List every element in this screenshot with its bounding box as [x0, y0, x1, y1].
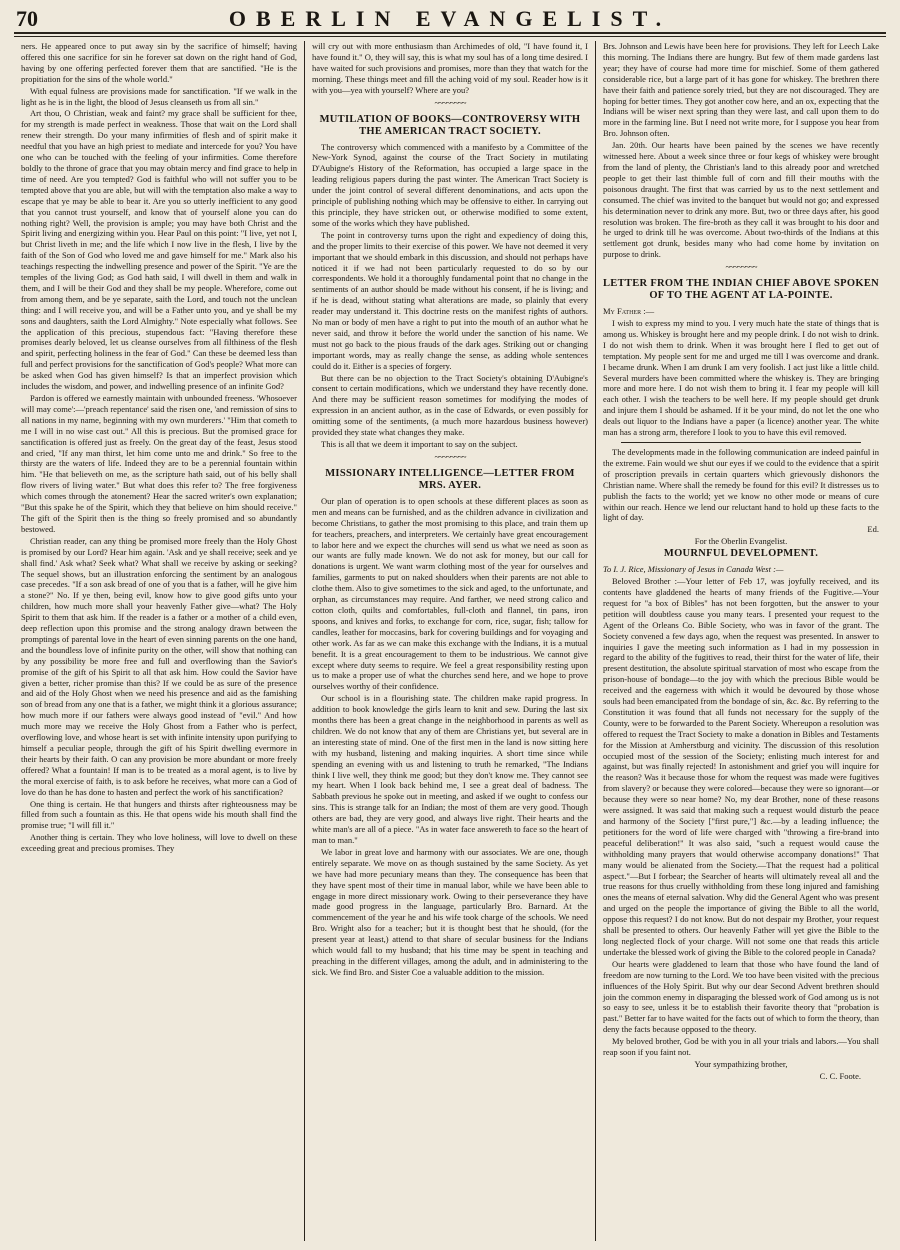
byline: For the Oberlin Evangelist. — [694, 536, 788, 547]
paragraph: Brs. Johnson and Lewis have been here for provisions. They left for Leech Lake this morning. The Indians there are hungry. But few of them made gardens last year; they have of course had more time for mischief. Some of them gathered considerable rice, but a large part of it has gone for whiskey. The brethren there have their faith and patience sorely tried, but they are not discouraged. They are hoping for better times. They got another cow here, and an ox, expecting that the Indians will be wiser next spring than they were last, and call upon them to do more in the farming line. But I need not write more, for I suppose you hear from Bro. Johnson often. — [603, 41, 879, 139]
paragraph: Jan. 20th. Our hearts have been pained by the scenes we have recently witnessed here. About a week since three or four kegs of whiskey were brought from the land of plenty, the Christian's land to this already poor and wretched people to get their last thimble full of corn and fill their mouths with the poisonous draught. The first that was carried by us to the next settlement and consumed. The chief was invited to the banquet but would not go; and expressed his determination never to drink any more. But, two or three days after, his good resolution was broken. The fire-broth as they call it was brought to his door and he urged to drink till he was overcome. About two-thirds of the Indians at this settlement got drunk, besides many who had come home by invitation on purpose to drink. — [603, 140, 879, 260]
paragraph: Pardon is offered we earnestly maintain with unbounded freeness. 'Whosoever will may come':—'preach repentance' said the risen one, 'and remission of sins to all nations in my name, beginning with my own murderers.' "Him that cometh to me I will in no wise cast out." All this is precious. But the promised grace for sanctification is offered just as freely. On the great day of the feast, Jesus stood and cried, "If any man thirst, let him come unto me and drink." So free to the thirsty are the waters of life. Indeed they are to be a perennial fountain within him. "He that believeth on me, as the scripture hath said, out of his belly shall flow rivers of living water." But what does this refer to? The free forgiveness which comes through the atonement? Hear the sacred writer's own explanation; "But this spake he of the Spirit, which they that believe on him should receive." The gift of the Spirit then is the thing so freely promised and so abundantly bestowed. — [21, 393, 297, 534]
letter-salutation: My Father :— — [603, 306, 655, 317]
section-separator — [312, 99, 588, 108]
column-3 — [595, 41, 886, 1241]
paragraph: But there can be no objection to the Tract Society's obtaining D'Aubigne's consent to certain modifications, which we understand they have recently done. And there may be sufficient reason sometimes for modifying the modes of expression in an ancient author, as in the case of Edwards, or even possibly for omitting some of the sentiments, (a much more hazardous business however) provided they state what changes they make. — [312, 372, 588, 438]
paragraph: I wish to express my mind to you. I very much hate the state of things that is among us. Whiskey is brought here and my people drink. I do not wish to drink. I do not wish them to drink. When it was brought here I fled to get out of temptation. My people sent for me and urged me till I was overcome and drank. I became drunk. When I am drunk I am very foolish. I act just like a little child. Several murders have been committed where the whiskey is. They are bringing more and more here. I do not wish them to bring it. I fear my people will kill each other. I wish the teachers to be well here. If my people should get drunk and injure them I should be ashamed. If it be your mind, do not let the one who deals out liquor to the Indians have a paper (a licence) another year. The white man has a strong arm, therefore I look to you to have this evil removed. — [603, 318, 879, 438]
article-heading: MISSIONARY INTELLIGENCE—LETTER FROM MRS. AYER. — [325, 467, 575, 491]
paragraph: Art thou, O Christian, weak and faint? my grace shall be sufficient for thee, for my strength is made perfect in weakness. Those that wait on the Lord shall renew their strength. Do your many infirmities of flesh and of spirit make it needful that you have an high priest to mediate and intercede for you? You have one who can be touched with the feeling of your infirmities. Come therefore boldly to the throne of grace that you may obtain mercy and find grace to help in time of need. Are you tempted? God is faithful who will not suffer you to be tempted above that you are able, but will with the temptation also make a way to escape that ye may be able to bear it. Are you so utterly inefficient to any good that you cannot trust yourself, and know that of yourself alone you can do nothing right? Well, the provision is ample; you may have both Christ and the Spirit living and energizing within you. Hear Paul on this point: "I live, yet not I, but Christ liveth in me; and the life which I now live in the flesh, I live by the faith of the Son of God who loved me and gave himself for me." Mark also his teachings respecting the indwelling presence and power of the Spirit. "Ye are the temples of the living God; as God hath said, I will dwell in them and walk in them, and I will be their God and they shall be my people. Wherefore, come out from among them, and be ye separate, saith the Lord, and touch not the unclean thing: and I will receive you, and will be a Father unto you, and ye shall be my sons and daughters, saith the Lord Almighty." Note especially what follows. See the application of this precious, stupendous fact: "Having therefore these promises dearly beloved, let us cleanse ourselves from all filthiness of the flesh and spirit, perfecting holiness in the fear of God." Can these be deemed less than full and perfect provisions for the sanctification of God's people? What more can be asked when God has given himself? Is that an imperfect provision which includes the wisdom, and power, and indwelling presence of an infinite God? — [21, 108, 297, 392]
masthead — [14, 6, 886, 34]
paragraph: Our school is in a flourishing state. The children make rapid progress. In addition to book knowledge the girls learn to knit and sew. During the last six months there has been a great change in the neighborhood in parents as well as children. We do not know that any of them are Christians yet, but several are in an interesting state of mind. One of the first men in the land is now sitting here with my husband, listening and making inquiries. A short time since while spending an evening with us and listening to truth he remarked, "The Indians think I live well, they think me good; but they don't know me. They cannot see my heart. When I look back behind me, I see a great deal of badness. The Sabbath previous he spoke out in meeting, and asked if we ought to confess our sins. This is strange talk for an Indian; the most of them are very good. Though others are bad, they are very good, and always live right. Their hearts and the white man's are all of a piece. "As in water face answereth to face so the heart of man to man." — [312, 693, 588, 845]
paragraph: Our hearts were gladdened to learn that those who have found the land of freedom are now turning to the Lord. We too have been visited with the precious influences of the Holy Spirit. But why our dear Second Advent brethren should join the common enemy in disparaging the blessed work of God among us is not so easy to see, unless it be to establish their favorite theory that "probation is past." Better far to have waited for the facts out of which to form the theory, than deny the facts because opposed to the theory. — [603, 958, 879, 1035]
paragraph: With equal fulness are provisions made for sanctification. "If we walk in the light as he is in the light, the blood of Jesus cleanseth us from all sin." — [21, 85, 297, 107]
article-heading: MOURNFUL DEVELOPMENT. — [663, 548, 819, 560]
signature: C. C. Foote. — [819, 1070, 861, 1081]
columns — [14, 41, 886, 1241]
letter-closing: Your sympathizing brother, — [694, 1058, 788, 1069]
paragraph: Another thing is certain. They who love holiness, will love to dwell on these exceeding great and precious promises. They — [21, 832, 297, 854]
article-heading: LETTER FROM THE INDIAN CHIEF ABOVE SPOKEN OF TO THE AGENT AT LA-POINTE. — [603, 278, 880, 302]
paragraph: Beloved Brother :—Your letter of Feb 17, was joyfully received, and its contents have gladdened the hearts of many friends of the Fugitive.—Your request for "a box of Bibles" has not been forgotten, but the answer to your petition will doubtless cause you many tears. I presented your request to the Agent of the Orleans Co. Bible Society, who was in favor of the grant. The Society convened a few days ago, when the request was presented. In answer to inquiries I gave the meeting such information as I had in my possession in regard to the ability of the fugitives to read, their thirst for the water of life, their present destitution, the absolute spiritual starvation of most who escape from the prison-house of bondage—to the joy with which the precious Bible would be received and the eagerness with which it would be devoured by those whose souls had been emancipated from the bondage of sin, &c. &c. By referring to the Constitution it was found that all funds not necessary for the supply of the County, were to be forwarded to the Parent Society. Whereupon a resolution was offered to request the Tract Society to make a donation in Bibles and Testaments for the Mission at Amherstburg and vicinity. The discussion of this resolution occupied most of the session of the Society; enlisting much interest for and against, but was finally rejected! In astonishment and grief you will inquire for the reason? Was it because those for whom the request was made were fugitives from slavery? or because they were colored—because they were so ignorant—or because they were so near home? No, my dear Brother, none of these reasons were assigned. It was said that making such a request would disturb the peace and harmony of the Society ["first pure,"] &c.—by a leading influence; the petitioners for the word of life were charged with "throwing a fire-brand into peaceful deliberation!" It was also said, "such a request would cause the withholding many prayers that would otherwise accompany donations!" That many would be alienated from the Society.—That the request had a political aspect."—But I forbear; the Searcher of hearts will ultimately reveal all and the true reasons for thus cruelly withholding from these long injured and famishing ones the means of eternal salvation. Why did the General Agent who was present and urged on the people the importance of giving the Bible to all the world, oppose this request? I do not know. But do not despair my Brother, your request shall be presented to others. Our heavenly Father will yet give the Bible to the long neglected flock of your charge. Will not some one that reads this article undertake the blessed work of giving the Bible to the colored people in Canada? — [603, 576, 879, 957]
addressee-line: To I. J. Rice, Missionary of Jesus in Canada West :— — [603, 564, 784, 575]
divider — [621, 442, 861, 443]
paragraph: This is all that we deem it important to say on the subject. — [321, 439, 518, 449]
column-1 — [14, 41, 304, 1241]
section-separator — [312, 453, 588, 462]
paragraph: Our plan of operation is to open schools at these different places as soon as men and means can be furnished, and as the children advance in civilization and become Christians, to gather the most promising to this place, and train them up for teachers, preachers, and interpreters. We certainly have great encouragement to labor here and we expect the churches will send us what we need as soon as our wants are fully made known. We do not ask for money, but our call for donations is urgent. We want warm clothing most of the year for ourselves and families, garments to put on naked shoulders when their parents are not able to clothe them. Also to give sometimes to the sick and aged, to the unfortunate, and orphan, as circumstances may require. And farther, we need strong calico and cotton cloth, quilts and comfortables, full-cloth and flannel, tin pans, iron spoons, and knives and forks, to exchange for corn, rice, sugar, fish; tallow for candles, leather for moccasins, bark for covering buildings and for voyaging and other work. As far as we can make this exchange with the Indians, it is a mutual benefit. It is a great encouragement to them to be industrious. We cannot give except where duty seems to require. We feel a great responsibility resting upon us to make a proper use of what the churches send here, and we hope to prove ourselves worthy of their confidence. — [312, 495, 588, 692]
editor-mark: Ed. — [867, 524, 879, 535]
page-number: 70 — [16, 6, 38, 31]
paragraph: One thing is certain. He that hungers and thirsts after righteousness may be filled from such a fountain as this. He that opens wide his mouth shall find the promise true; "I will fill it." — [21, 798, 297, 831]
paragraph: ners. He appeared once to put away sin by the sacrifice of himself; having offered this one sacrifice for sin he forever sat down on the right hand of God, having by one offering perfected forever them that are sanctified. "He is the propitiation for the sins of the whole world." — [21, 41, 297, 84]
article-heading: MUTILATION OF BOOKS—CONTROVERSY WITH THE AMERICAN TRACT SOCIETY. — [319, 113, 581, 137]
masthead-rule — [14, 36, 886, 37]
column-2 — [304, 41, 595, 1241]
paragraph: The controversy which commenced with a manifesto by a Committee of the New-York Synod, against the course of the Tract Society in mutilating D'Aubigne's History of the Reformation, has occupied a large space in the leading religious papers during the past winter. The American Tract Society is under the joint control of several different denominations, and acts upon the principle of publishing nothing which may be offensive to either. In carrying out this principle, they have stricken out, or otherwise modified to some extent, some of the works which they have published. — [312, 141, 588, 228]
paragraph: The point in controversy turns upon the right and expediency of doing this, and the proper limits to their exercise of this power. We have not deemed it very important that we should embark in this discussion, and should not perhaps have noticed it if we had not been particularly requested to do so by our correspondents. We hold it a thoroughly fundamental point that no change in the sentiments of an author should be made without his consent, if he is living; and if he is dead, without stating what alterations are made, so plainly that every reader may understand it. This doctrine rests on the manifest rights of authors. No man or body of men have a right to put into the mouth of an author what he never said, and throw it before the world under the sanction of his name. We must not go back to the pious frauds of the dark ages. Striking out or changing important words, may as really change the sense, as adding whole sentences could do it. Either is a species of forgery. — [312, 229, 588, 371]
paragraph: My beloved brother, God be with you in all your trials and labors.—You shall reap soon if you faint not. — [603, 1036, 879, 1058]
section-separator — [603, 263, 879, 272]
paragraph: Christian reader, can any thing be promised more freely than the Holy Ghost is promised by our Lord? Hear him again. 'Ask and ye shall receive; seek and ye shall find.' Ask what? Seek what? What shall we receive by asking or seeking? The sequel shows, but an illustration enforcing the sentiment by an analogous case precedes. "If a son ask bread of one of you that is a father, will he give him a stone?" No. If ye then, being evil, know how to give good gifts unto your children, how much more shall your heavenly Father give—what? The Holy Spirit to them that ask him. If the reader is a father or a mother of a child even, deep reflection upon this promise and the strong analogy drawn between the promptings of parental love in the heart of even sinning parents on the one hand, and the boundless love of infinite purity on the other, will show that nothing can by any possibility be more free and full and overflowing than the Savior's promise of the gift of his Spirit to all that ask him. How could the Savior have given a better, richer promise than this? If we could be as sure of the presence and aid of the Holy Ghost when we need his presence and aid as the famishing son of bread from any one that is a father, we might think it a glorious assurance; how much more if our fathers were always good instead of "evil." And how much more may we receive the Holy Ghost from a Father who is perfect, overflowing love, and whose heart is set with infinite intensity upon purifying to himself a peculiar people, through the gift of his Spirit dwelling evermore in their hearts by their faith. O can any provision be more abundant or more freely offered? What a fountain! If man is to be treated as a moral agent, is to live by the moral exercise of faith, is to ask before he receives, what more can a God of love do than he has done to hasten and perfect the work of his sanctification? — [21, 535, 297, 797]
paragraph: The developments made in the following communication are indeed painful in the extreme. Fain would we shut our eyes if we could to the evidence that a spirit of proscription prevails in certain quarters which grievously dishonors the Christian name. Where shall the remedy be found for this evil? It distresses us to publish the facts to the world; yet we know no other mode or means of cure within our reach. Hence we lend our reluctant hand to hold up these facts to the light of day. — [603, 447, 879, 523]
paragraph: will cry out with more enthusiasm than Archimedes of old, "I have found it, I have found it." O, they will say, this is what my soul has of a long time desired. I have waited for such provisions and promises, more than they that watch for the morning. These things meet and fill the aching void of my soul. Reader how is it with you—yea with yourself? Where are you? — [312, 41, 588, 95]
publication-title: OBERLIN EVANGELIST. — [228, 6, 672, 31]
paragraph: We labor in great love and harmony with our associates. We are one, though entirely separate. We move on as though sustained by the same Society. As yet we have had more pecuniary means than they. The consequence has been that they have spent most of their time in manual labor, while we have been able to engage in more direct missionary work. Owing to their perseverance they have made good progress in the language, particularly Bro. Barnard. At the commencement of the year he and his wife took charge of the schools. We need Bro. Wright also for a teacher; but it is thought best that he should, (for the present year at least,) attend to that share of secular business for the Indians which would fall to my husband; that his time may be spent in teaching and preaching in the different villages, among the adult, and in administering to the sick. We find Bro. and Sister Coe a valuable addition to the mission. — [312, 846, 588, 977]
